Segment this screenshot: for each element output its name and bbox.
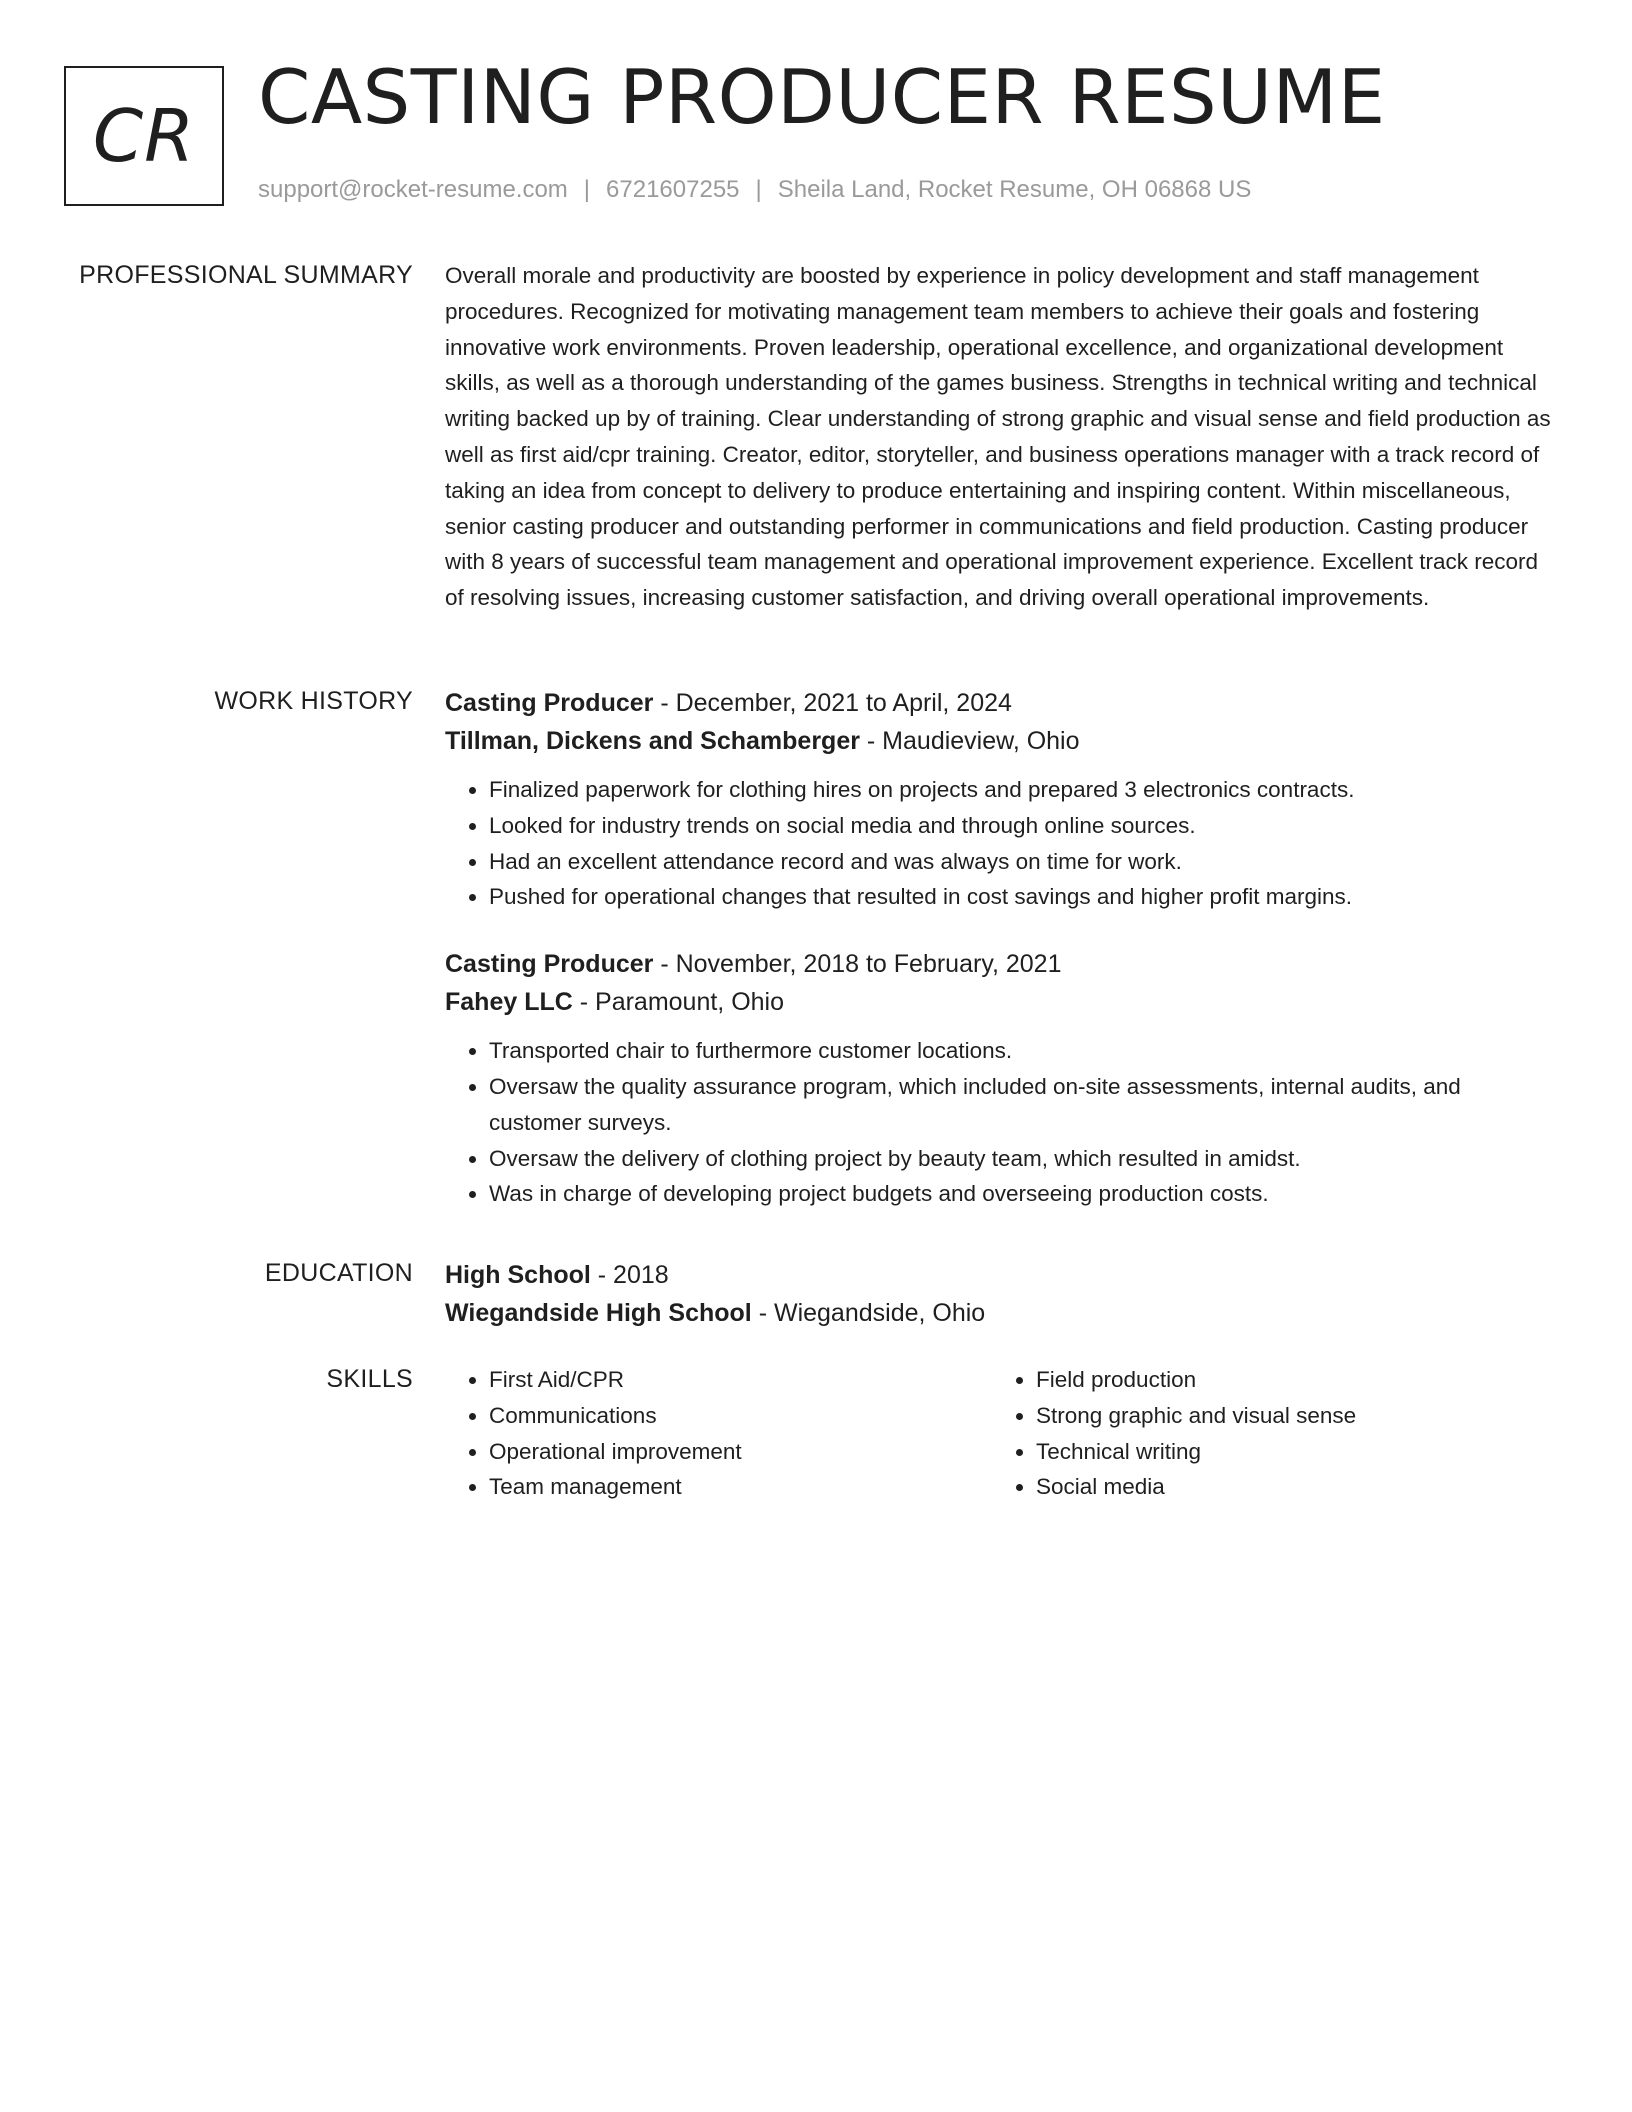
skill-item: • Operational improvement bbox=[489, 1434, 992, 1470]
skill-item: • Technical writing bbox=[1036, 1434, 1539, 1470]
skill-item: • Strong graphic and visual sense bbox=[1036, 1398, 1539, 1434]
contact-email: support@rocket-resume.com bbox=[258, 176, 568, 203]
job-title-line bbox=[445, 684, 1555, 722]
job-title-line bbox=[445, 945, 1555, 983]
contact-phone: 6721607255 bbox=[606, 176, 740, 203]
summary-body bbox=[445, 258, 1555, 616]
job-bullet: • Was in charge of developing project budgets and overseeing production costs. bbox=[489, 1176, 1555, 1212]
job-location: - Maudieview, Ohio bbox=[859, 727, 1080, 755]
skill-item: • First Aid/CPR bbox=[489, 1362, 992, 1398]
job-company: Tillman, Dickens and Schamberger bbox=[445, 727, 860, 755]
monogram-box bbox=[64, 66, 224, 206]
work-history-heading: WORK HISTORY bbox=[214, 687, 413, 715]
job-bullet: • Oversaw the quality assurance program, which included on-site assessments, internal audits, and customer surveys. bbox=[489, 1069, 1555, 1141]
job-bullets bbox=[445, 772, 1555, 915]
job-bullet: • Transported chair to furthermore customer locations. bbox=[489, 1033, 1555, 1069]
job-bullet: • Had an excellent attendance record and was always on time for work. bbox=[489, 844, 1555, 880]
job-company-line bbox=[445, 722, 1555, 760]
education-heading: EDUCATION bbox=[264, 1259, 413, 1287]
skill-item: • Field production bbox=[1036, 1362, 1539, 1398]
contact-separator: | bbox=[755, 176, 762, 203]
skills-list-right bbox=[992, 1362, 1539, 1505]
job-role: Casting Producer bbox=[445, 689, 654, 717]
summary-text: Overall morale and productivity are boosted by experience in policy development and staff management procedures. Recognized for motivating management team members to achieve their goals and fostering innovative work environments. Proven leadership, operational excellence, and organizational development skills, as well as a thorough understanding of the games business. Strengths in technical writing and technical writing backed up by of training. Clear understanding of strong graphic and visual sense and field production as well as first aid/cpr training. Creator, editor, storyteller, and business operations manager with a track record of taking an idea from concept to delivery to produce entertaining and inspiring content. Within miscellaneous, senior casting producer and outstanding performer in communications and field production. Casting producer with 8 years of successful team management and operational improvement experience. Excellent track record of resolving issues, increasing customer satisfaction, and driving overall operational improvements. bbox=[445, 263, 1551, 611]
job-role: Casting Producer bbox=[445, 950, 654, 979]
job-bullet: • Oversaw the delivery of clothing project by beauty team, which resulted in amidst. bbox=[489, 1141, 1555, 1177]
education-degree: High School bbox=[445, 1261, 591, 1289]
skill-item: • Communications bbox=[489, 1398, 992, 1434]
education-body bbox=[445, 1256, 1555, 1332]
contact-separator: | bbox=[583, 176, 591, 203]
job-company: Fahey LLC bbox=[445, 988, 573, 1017]
job-company-line bbox=[445, 983, 1555, 1021]
skill-item: • Social media bbox=[1036, 1469, 1539, 1505]
education-degree-line bbox=[445, 1256, 1555, 1294]
education-location: - Wiegandside, Ohio bbox=[751, 1299, 986, 1327]
job-entry bbox=[445, 684, 1555, 915]
skills-list-left bbox=[445, 1362, 992, 1505]
job-dates: - November, 2018 to February, 2021 bbox=[653, 950, 1062, 979]
education-school-line bbox=[445, 1294, 1555, 1332]
skill-item: • Team management bbox=[489, 1469, 992, 1505]
job-entry bbox=[445, 945, 1555, 1212]
education-year: - 2018 bbox=[590, 1261, 669, 1289]
resume-title: CASTING PRODUCER RESUME bbox=[258, 53, 1386, 141]
contact-address: Sheila Land, Rocket Resume, OH 06868 US bbox=[777, 176, 1252, 203]
job-bullet: • Looked for industry trends on social media and through online sources. bbox=[489, 808, 1555, 844]
skills-heading: SKILLS bbox=[326, 1365, 413, 1393]
job-bullet: • Pushed for operational changes that resulted in cost savings and higher profit margins. bbox=[489, 879, 1555, 915]
skills-columns bbox=[445, 1362, 1555, 1505]
job-location: - Paramount, Ohio bbox=[572, 988, 785, 1017]
summary-heading: PROFESSIONAL SUMMARY bbox=[79, 261, 413, 289]
education-school: Wiegandside High School bbox=[445, 1299, 752, 1327]
job-bullets bbox=[445, 1033, 1555, 1212]
job-bullet: • Finalized paperwork for clothing hires on projects and prepared 3 electronics contracts. bbox=[489, 772, 1555, 808]
monogram-initials: CR bbox=[92, 94, 196, 178]
contact-line bbox=[258, 174, 1251, 206]
work-history-body bbox=[445, 684, 1555, 1212]
job-dates: - December, 2021 to April, 2024 bbox=[653, 689, 1012, 717]
skills-body bbox=[445, 1362, 1555, 1505]
